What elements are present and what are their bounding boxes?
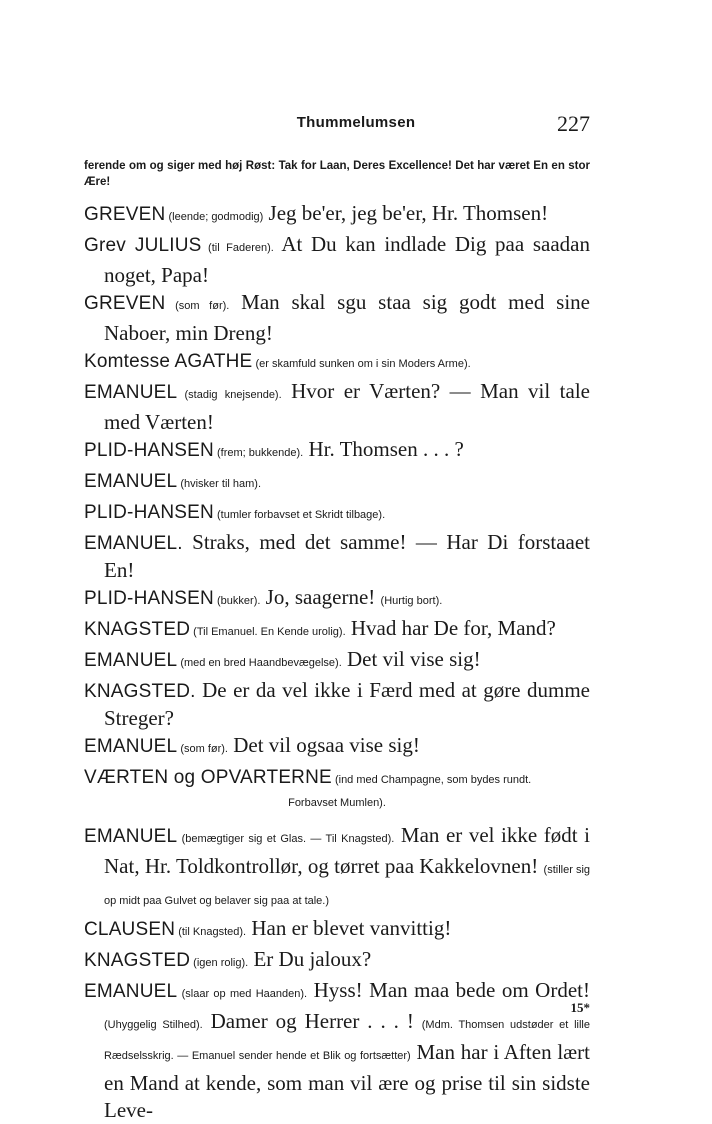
- speech-line: [84, 977, 590, 1124]
- stage-direction: (stiller sig op midt paa Gulvet og belaver sig paa at tale.): [104, 864, 591, 907]
- speaker-name: KNAGSTED.: [84, 681, 196, 702]
- speech-list: [84, 200, 590, 1124]
- stage-direction: (leende; godmodig): [165, 211, 264, 223]
- speech-line: [84, 467, 590, 498]
- stage-direction: (bukker).: [213, 595, 261, 607]
- speech-line: [84, 946, 590, 977]
- speaker-name: KNAGSTED: [84, 619, 191, 640]
- speaker-name: EMANUEL: [84, 826, 178, 847]
- stage-direction: (stadig knejsende).: [177, 389, 282, 401]
- stage-direction: (som før).: [165, 300, 230, 312]
- dialogue-text: Hvor er Værten? — Man vil tale med Værten!: [104, 379, 590, 434]
- speaker-name: PLID-HANSEN: [84, 440, 214, 461]
- dialogue-text: De er da vel ikke i Færd med at gøre dumme Streger?: [104, 678, 590, 730]
- speaker-name: EMANUEL: [84, 382, 178, 403]
- speech-line: [84, 763, 590, 794]
- speaker-name: EMANUEL: [84, 471, 178, 492]
- speech-line: [84, 646, 590, 677]
- speaker-name: EMANUEL: [84, 981, 178, 1002]
- speech-line: [84, 200, 590, 231]
- dialogue-text: Man skal sgu staa sig godt med sine Naboer, min Dreng!: [104, 290, 590, 345]
- dialogue-text: Det vil vise sig!: [341, 647, 481, 671]
- dialogue-text: Man har i Aften lært en Mand at kende, som man vil ære og prise til sin sidste Leve-: [104, 1040, 591, 1122]
- speech-block-1: [84, 200, 590, 794]
- speech-line: [84, 822, 590, 915]
- dialogue-text: Jo, saagerne!: [260, 585, 381, 609]
- stage-direction: (til Knagsted).: [175, 926, 247, 938]
- speech-block-2: [84, 822, 590, 1124]
- dialogue-text: Hr. Thomsen . . . ?: [303, 437, 464, 461]
- page-header: [0, 111, 712, 140]
- stage-direction: (tumler forbavset et Skridt tilbage).: [213, 509, 386, 521]
- stage-direction: (igen rolig).: [190, 957, 249, 969]
- stage-direction: (Uhyggelig Stilhed).: [104, 1019, 203, 1031]
- speaker-name: GREVEN: [84, 204, 166, 225]
- stage-direction: (bemægtiger sig et Glas. — Til Knagsted).: [177, 833, 395, 845]
- stage-direction: (Mdm. Thomsen udstøder et lille Rædselsskrig. — Emanuel sender hende et Blik og fortsætter): [104, 1019, 590, 1062]
- speech-line: [84, 732, 590, 763]
- speech-line: [84, 378, 590, 436]
- speech-line: [84, 289, 590, 347]
- speech-line: [84, 584, 590, 615]
- speech-line: [84, 498, 590, 529]
- speech-line: [84, 436, 590, 467]
- speech-line: [84, 615, 590, 646]
- stage-direction: (frem; bukkende).: [213, 447, 304, 459]
- dialogue-text: Man er vel ikke født i Nat, Hr. Toldkontrollør, og tørret paa Kakkelovnen!: [104, 823, 590, 878]
- speaker-name: PLID-HANSEN: [84, 588, 214, 609]
- stage-direction-centered: Forbavset Mumlen).: [288, 797, 386, 809]
- speech-line: [84, 231, 590, 289]
- dialogue-text: Hvad har De for, Mand?: [345, 616, 556, 640]
- stage-direction: (Hurtig bort).: [380, 595, 443, 607]
- speaker-name: Komtesse AGATHE: [84, 351, 253, 372]
- speech-line: [84, 915, 590, 946]
- speech-line: [84, 347, 590, 378]
- stage-direction: (er skamfuld sunken om i sin Moders Arme).: [252, 358, 471, 370]
- stage-direction: (hvisker til ham).: [177, 478, 262, 490]
- speech-line: [84, 529, 590, 584]
- speaker-name: EMANUEL: [84, 736, 178, 757]
- stage-direction: (som før).: [177, 743, 228, 755]
- speaker-name: EMANUEL.: [84, 533, 183, 554]
- signature-mark: 15*: [570, 1000, 590, 1015]
- stage-direction: (slaar op med Haanden).: [177, 988, 308, 1000]
- dialogue-text: Straks, med det samme! — Har Di forstaaet En!: [104, 530, 590, 582]
- speaker-name: VÆRTEN og OPVARTERNE: [84, 767, 332, 788]
- dialogue-text: Han er blevet vanvittig!: [246, 916, 452, 940]
- speaker-name: KNAGSTED: [84, 950, 191, 971]
- speech-line: [84, 677, 590, 732]
- stage-direction: (med en bred Haandbevægelse).: [177, 657, 342, 669]
- dialogue-text: Damer og Herrer . . . !: [202, 1009, 422, 1033]
- stage-direction: (til Faderen).: [201, 242, 274, 254]
- stage-direction: (ind med Champagne, som bydes rundt.: [331, 774, 532, 786]
- speaker-name: EMANUEL: [84, 650, 178, 671]
- page-number: 227: [557, 111, 590, 136]
- lead-paragraph: ferende om og siger med høj Røst: Tak for Laan, Deres Excellence! Det har været En en stor Ære!: [84, 160, 590, 188]
- dialogue-text: At Du kan indlade Dig paa saadan noget, Papa!: [104, 232, 590, 287]
- speaker-name: Grev JULIUS: [84, 235, 202, 256]
- dialogue-text: Jeg be'er, jeg be'er, Hr. Thomsen!: [263, 201, 549, 225]
- speaker-name: PLID-HANSEN: [84, 502, 214, 523]
- dialogue-text: Hyss! Man maa bede om Ordet!: [307, 978, 590, 1002]
- dialogue-text: Er Du jaloux?: [248, 947, 372, 971]
- speaker-name: CLAUSEN: [84, 919, 176, 940]
- stage-direction: (Til Emanuel. En Kende urolig).: [190, 626, 346, 638]
- dialogue-text: Det vil ogsaa vise sig!: [227, 733, 420, 757]
- running-title: Thummelumsen: [296, 114, 416, 131]
- speaker-name: GREVEN: [84, 293, 166, 314]
